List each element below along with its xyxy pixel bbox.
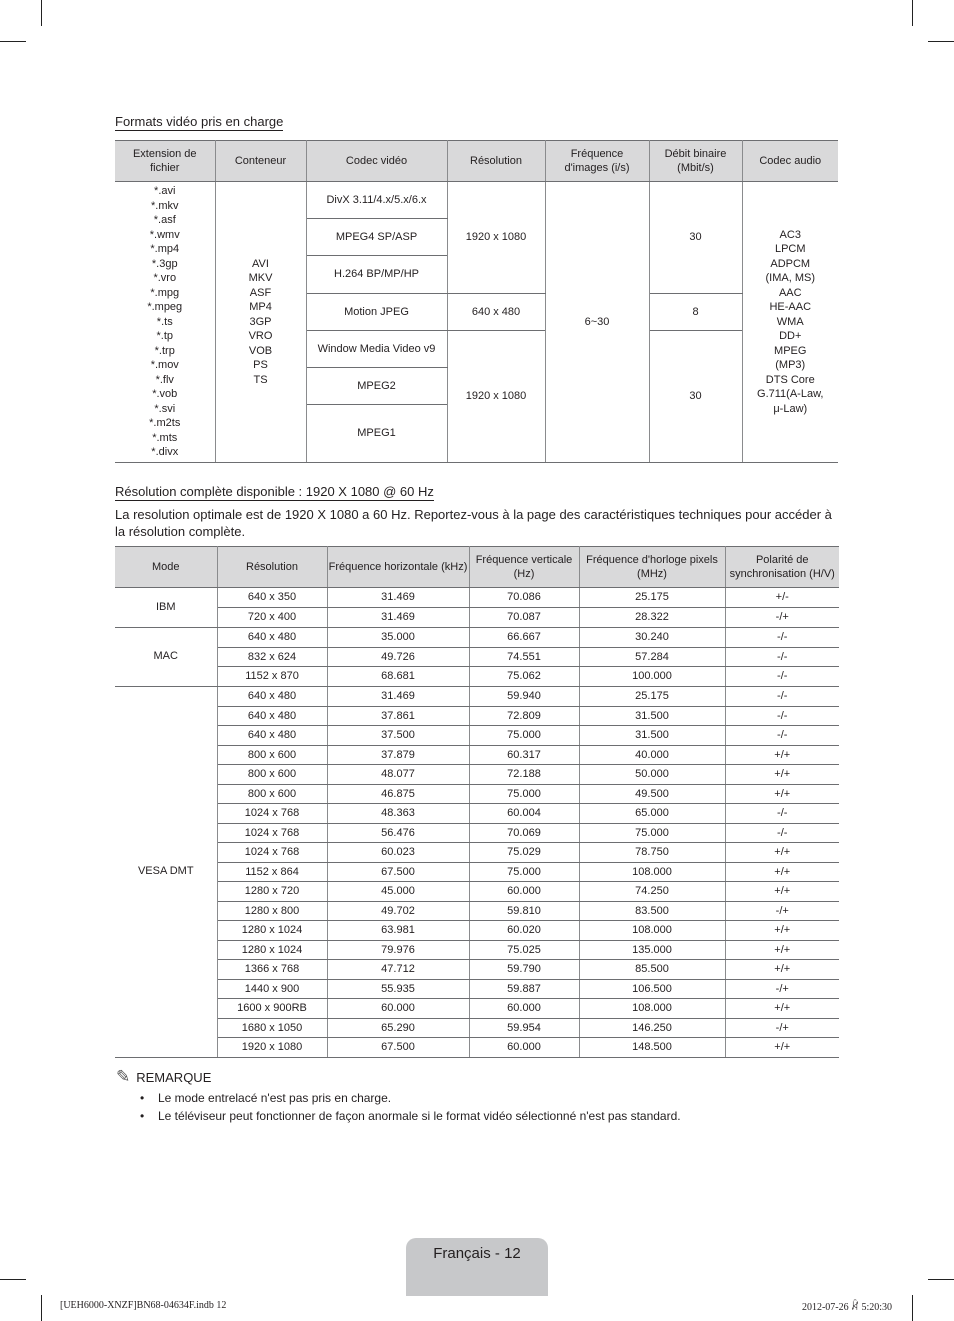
cell-polarity: +/+ bbox=[725, 960, 839, 980]
header-video-codec: Codec vidéo bbox=[306, 141, 447, 182]
cell-polarity: -/- bbox=[725, 647, 839, 667]
cell-polarity: +/+ bbox=[725, 940, 839, 960]
cell-v-freq: 70.069 bbox=[469, 823, 579, 843]
table-row bbox=[115, 940, 839, 960]
cell-h-freq: 60.000 bbox=[327, 999, 469, 1019]
table-row bbox=[115, 706, 839, 726]
header-sync-polarity: Polarité de synchronisation (H/V) bbox=[725, 547, 839, 588]
cell-pixel-clock: 148.500 bbox=[579, 1038, 725, 1058]
header-vertical-frequency: Fréquence verticale (Hz) bbox=[469, 547, 579, 588]
cell-pixel-clock: 74.250 bbox=[579, 882, 725, 902]
cell-polarity: -/- bbox=[725, 804, 839, 824]
cell-pixel-clock: 25.175 bbox=[579, 686, 725, 706]
cell-polarity: -/+ bbox=[725, 979, 839, 999]
cell-pixel-clock: 50.000 bbox=[579, 765, 725, 785]
formats-section-title: Formats vidéo pris en charge bbox=[115, 114, 284, 129]
page-number-label: Français - 12 bbox=[433, 1245, 521, 1262]
footer-file-info: [UEH6000-XNZF]BN68-04634F.indb 12 bbox=[60, 1300, 227, 1311]
cell-pixel-clock: 108.000 bbox=[579, 999, 725, 1019]
cell-codec: MPEG1 bbox=[306, 405, 447, 463]
cell-resolution: 1440 x 900 bbox=[217, 979, 327, 999]
header-extension: Extension de fichier bbox=[115, 141, 215, 182]
cell-h-freq: 31.469 bbox=[327, 588, 469, 608]
cell-v-freq: 59.887 bbox=[469, 979, 579, 999]
table-row bbox=[115, 588, 839, 608]
table-row bbox=[115, 960, 839, 980]
cell-extensions: *.avi *.mkv *.asf *.wmv *.mp4 *.3gp *.vro *.mpg *.mpeg *.ts *.tp *.trp *.mov *.flv *.vob *.svi *.m2ts *.mts *.divx bbox=[115, 182, 215, 463]
cell-resolution: 1280 x 720 bbox=[217, 882, 327, 902]
resolution-table bbox=[115, 546, 839, 1058]
cell-resolution: 1280 x 800 bbox=[217, 901, 327, 921]
header-resolution: Résolution bbox=[217, 547, 327, 588]
cell-v-freq: 60.000 bbox=[469, 999, 579, 1019]
cell-resolution: 1152 x 870 bbox=[217, 667, 327, 687]
cell-v-freq: 66.667 bbox=[469, 627, 579, 647]
cell-h-freq: 49.726 bbox=[327, 647, 469, 667]
cell-h-freq: 37.500 bbox=[327, 726, 469, 746]
cell-resolution: 832 x 624 bbox=[217, 647, 327, 667]
header-mode: Mode bbox=[115, 547, 217, 588]
cell-polarity: -/- bbox=[725, 686, 839, 706]
cell-h-freq: 46.875 bbox=[327, 784, 469, 804]
cell-h-freq: 35.000 bbox=[327, 627, 469, 647]
crop-mark bbox=[928, 1279, 954, 1280]
cell-polarity: +/+ bbox=[725, 784, 839, 804]
cell-polarity: -/- bbox=[725, 627, 839, 647]
table-row bbox=[115, 921, 839, 941]
cell-pixel-clock: 135.000 bbox=[579, 940, 725, 960]
table-row bbox=[115, 627, 839, 647]
cell-v-freq: 75.025 bbox=[469, 940, 579, 960]
cell-pixel-clock: 85.500 bbox=[579, 960, 725, 980]
cell-h-freq: 67.500 bbox=[327, 862, 469, 882]
cell-codec: Motion JPEG bbox=[306, 294, 447, 331]
note-item: • Le mode entrelacé n'est pas pris en charge. bbox=[140, 1089, 681, 1107]
cell-polarity: +/+ bbox=[725, 745, 839, 765]
table-row bbox=[115, 901, 839, 921]
page-number-tab bbox=[406, 1238, 548, 1296]
cell-resolution: 1920 x 1080 bbox=[447, 331, 545, 463]
cell-h-freq: 31.469 bbox=[327, 608, 469, 628]
cell-codec: MPEG4 SP/ASP bbox=[306, 219, 447, 256]
cell-mode: VESA DMT bbox=[115, 686, 217, 1057]
cell-h-freq: 65.290 bbox=[327, 1018, 469, 1038]
note-item: • Le téléviseur peut fonctionner de façon anormale si le format vidéo sélectionné n'est pas standard. bbox=[140, 1107, 681, 1125]
cell-resolution: 640 x 480 bbox=[217, 686, 327, 706]
cell-containers: AVI MKV ASF MP4 3GP VRO VOB PS TS bbox=[215, 182, 306, 463]
cell-polarity: +/+ bbox=[725, 843, 839, 863]
cell-polarity: -/- bbox=[725, 667, 839, 687]
header-frame-rate: Fréquence d'images (i/s) bbox=[545, 141, 649, 182]
cell-resolution: 1280 x 1024 bbox=[217, 921, 327, 941]
cell-v-freq: 60.000 bbox=[469, 882, 579, 902]
header-bitrate: Débit binaire (Mbit/s) bbox=[649, 141, 742, 182]
cell-pixel-clock: 146.250 bbox=[579, 1018, 725, 1038]
header-pixel-clock: Fréquence d'horloge pixels (MHz) bbox=[579, 547, 725, 588]
cell-pixel-clock: 108.000 bbox=[579, 921, 725, 941]
cell-resolution: 640 x 480 bbox=[217, 726, 327, 746]
cell-resolution: 640 x 480 bbox=[447, 294, 545, 331]
cell-polarity: +/- bbox=[725, 588, 839, 608]
cell-polarity: +/+ bbox=[725, 1038, 839, 1058]
cell-polarity: +/+ bbox=[725, 862, 839, 882]
cell-resolution: 1600 x 900RB bbox=[217, 999, 327, 1019]
cell-v-freq: 59.810 bbox=[469, 901, 579, 921]
cell-resolution: 720 x 400 bbox=[217, 608, 327, 628]
cell-v-freq: 74.551 bbox=[469, 647, 579, 667]
cell-codec: MPEG2 bbox=[306, 368, 447, 405]
table-row bbox=[115, 804, 839, 824]
cell-v-freq: 75.062 bbox=[469, 667, 579, 687]
note-list bbox=[140, 1089, 681, 1125]
cell-v-freq: 70.086 bbox=[469, 588, 579, 608]
cell-h-freq: 60.023 bbox=[327, 843, 469, 863]
cell-polarity: -/- bbox=[725, 706, 839, 726]
table-row bbox=[115, 979, 839, 999]
cell-resolution: 1680 x 1050 bbox=[217, 1018, 327, 1038]
table-row bbox=[115, 647, 839, 667]
cell-polarity: -/- bbox=[725, 726, 839, 746]
cell-h-freq: 31.469 bbox=[327, 686, 469, 706]
cell-polarity: -/+ bbox=[725, 901, 839, 921]
cell-resolution: 800 x 600 bbox=[217, 784, 327, 804]
crop-mark bbox=[41, 0, 42, 26]
cell-resolution: 800 x 600 bbox=[217, 745, 327, 765]
cell-resolution: 1024 x 768 bbox=[217, 843, 327, 863]
cell-h-freq: 49.702 bbox=[327, 901, 469, 921]
resolution-section-title: Résolution complète disponible : 1920 X 1080 @ 60 Hz bbox=[115, 484, 434, 499]
cell-pixel-clock: 57.284 bbox=[579, 647, 725, 667]
cell-v-freq: 59.954 bbox=[469, 1018, 579, 1038]
cell-v-freq: 75.000 bbox=[469, 862, 579, 882]
cell-h-freq: 56.476 bbox=[327, 823, 469, 843]
cell-pixel-clock: 100.000 bbox=[579, 667, 725, 687]
cell-bitrate: 30 bbox=[649, 331, 742, 463]
cell-pixel-clock: 65.000 bbox=[579, 804, 725, 824]
cell-mode: MAC bbox=[115, 627, 217, 686]
table-row bbox=[115, 608, 839, 628]
table-row bbox=[115, 1018, 839, 1038]
resolution-table-body bbox=[115, 588, 839, 1058]
cell-pixel-clock: 106.500 bbox=[579, 979, 725, 999]
header-audio-codec: Codec audio bbox=[742, 141, 838, 182]
cell-h-freq: 37.861 bbox=[327, 706, 469, 726]
cell-resolution: 1024 x 768 bbox=[217, 823, 327, 843]
footer-timestamp: 2012-07-26 ꊜ 5:20:30 bbox=[801, 1302, 892, 1313]
cell-codec: DivX 3.11/4.x/5.x/6.x bbox=[306, 182, 447, 219]
cell-resolution: 1024 x 768 bbox=[217, 804, 327, 824]
cell-pixel-clock: 78.750 bbox=[579, 843, 725, 863]
cell-codec: H.264 BP/MP/HP bbox=[306, 256, 447, 294]
cell-resolution: 640 x 480 bbox=[217, 706, 327, 726]
crop-mark bbox=[928, 41, 954, 42]
crop-mark bbox=[912, 0, 913, 26]
table-row bbox=[115, 686, 839, 706]
cell-pixel-clock: 25.175 bbox=[579, 588, 725, 608]
crop-mark bbox=[912, 1295, 913, 1321]
table-row bbox=[115, 862, 839, 882]
note-heading-text: REMARQUE bbox=[136, 1069, 212, 1085]
crop-mark bbox=[0, 1279, 26, 1280]
cell-h-freq: 55.935 bbox=[327, 979, 469, 999]
cell-h-freq: 79.976 bbox=[327, 940, 469, 960]
cell-pixel-clock: 31.500 bbox=[579, 706, 725, 726]
table-row bbox=[115, 999, 839, 1019]
cell-v-freq: 59.790 bbox=[469, 960, 579, 980]
cell-v-freq: 72.188 bbox=[469, 765, 579, 785]
cell-pixel-clock: 30.240 bbox=[579, 627, 725, 647]
cell-resolution: 640 x 480 bbox=[217, 627, 327, 647]
cell-v-freq: 75.000 bbox=[469, 784, 579, 804]
cell-pixel-clock: 49.500 bbox=[579, 784, 725, 804]
cell-h-freq: 37.879 bbox=[327, 745, 469, 765]
crop-mark bbox=[41, 1295, 42, 1321]
cell-resolution: 1920 x 1080 bbox=[217, 1038, 327, 1058]
cell-polarity: +/+ bbox=[725, 765, 839, 785]
header-resolution: Résolution bbox=[447, 141, 545, 182]
cell-h-freq: 63.981 bbox=[327, 921, 469, 941]
cell-polarity: +/+ bbox=[725, 921, 839, 941]
cell-v-freq: 60.020 bbox=[469, 921, 579, 941]
cell-audio-codecs: AC3 LPCM ADPCM (IMA, MS) AAC HE-AAC WMA DD+ MPEG (MP3) DTS Core G.711(A-Law, μ-Law) bbox=[742, 182, 838, 463]
cell-resolution: 640 x 350 bbox=[217, 588, 327, 608]
cell-polarity: -/+ bbox=[725, 1018, 839, 1038]
cell-pixel-clock: 40.000 bbox=[579, 745, 725, 765]
cell-v-freq: 75.029 bbox=[469, 843, 579, 863]
cell-v-freq: 70.087 bbox=[469, 608, 579, 628]
pencil-icon: ✎ bbox=[116, 1067, 131, 1086]
cell-codec: Window Media Video v9 bbox=[306, 331, 447, 368]
table-row bbox=[115, 882, 839, 902]
cell-v-freq: 60.000 bbox=[469, 1038, 579, 1058]
cell-resolution: 1920 x 1080 bbox=[447, 182, 545, 294]
crop-mark bbox=[0, 41, 26, 42]
cell-v-freq: 60.317 bbox=[469, 745, 579, 765]
cell-v-freq: 59.940 bbox=[469, 686, 579, 706]
table-row bbox=[115, 745, 839, 765]
header-horizontal-frequency: Fréquence horizontale (kHz) bbox=[327, 547, 469, 588]
cell-h-freq: 47.712 bbox=[327, 960, 469, 980]
cell-h-freq: 67.500 bbox=[327, 1038, 469, 1058]
cell-polarity: -/+ bbox=[725, 608, 839, 628]
table-row bbox=[115, 784, 839, 804]
cell-v-freq: 72.809 bbox=[469, 706, 579, 726]
table-row bbox=[115, 823, 839, 843]
cell-mode: IBM bbox=[115, 588, 217, 628]
cell-resolution: 1152 x 864 bbox=[217, 862, 327, 882]
cell-polarity: +/+ bbox=[725, 882, 839, 902]
cell-bitrate: 30 bbox=[649, 182, 742, 294]
cell-pixel-clock: 31.500 bbox=[579, 726, 725, 746]
cell-polarity: +/+ bbox=[725, 999, 839, 1019]
header-container: Conteneur bbox=[215, 141, 306, 182]
cell-pixel-clock: 75.000 bbox=[579, 823, 725, 843]
cell-h-freq: 48.363 bbox=[327, 804, 469, 824]
cell-resolution: 1366 x 768 bbox=[217, 960, 327, 980]
cell-pixel-clock: 28.322 bbox=[579, 608, 725, 628]
cell-frame-rate: 6~30 bbox=[545, 182, 649, 463]
table-row bbox=[115, 1038, 839, 1058]
cell-resolution: 800 x 600 bbox=[217, 765, 327, 785]
note-heading bbox=[116, 1069, 211, 1085]
table-row bbox=[115, 843, 839, 863]
video-formats-table bbox=[115, 140, 838, 463]
cell-polarity: -/- bbox=[725, 823, 839, 843]
cell-pixel-clock: 108.000 bbox=[579, 862, 725, 882]
cell-h-freq: 48.077 bbox=[327, 765, 469, 785]
cell-h-freq: 68.681 bbox=[327, 667, 469, 687]
cell-bitrate: 8 bbox=[649, 294, 742, 331]
cell-h-freq: 45.000 bbox=[327, 882, 469, 902]
table-row bbox=[115, 726, 839, 746]
cell-v-freq: 75.000 bbox=[469, 726, 579, 746]
table-row bbox=[115, 765, 839, 785]
table-row bbox=[115, 667, 839, 687]
cell-v-freq: 60.004 bbox=[469, 804, 579, 824]
resolution-paragraph: La resolution optimale est de 1920 X 1080 a 60 Hz. Reportez-vous à la page des caractéristiques techniques pour accéder à la résolution complète. bbox=[115, 507, 832, 539]
cell-resolution: 1280 x 1024 bbox=[217, 940, 327, 960]
cell-pixel-clock: 83.500 bbox=[579, 901, 725, 921]
